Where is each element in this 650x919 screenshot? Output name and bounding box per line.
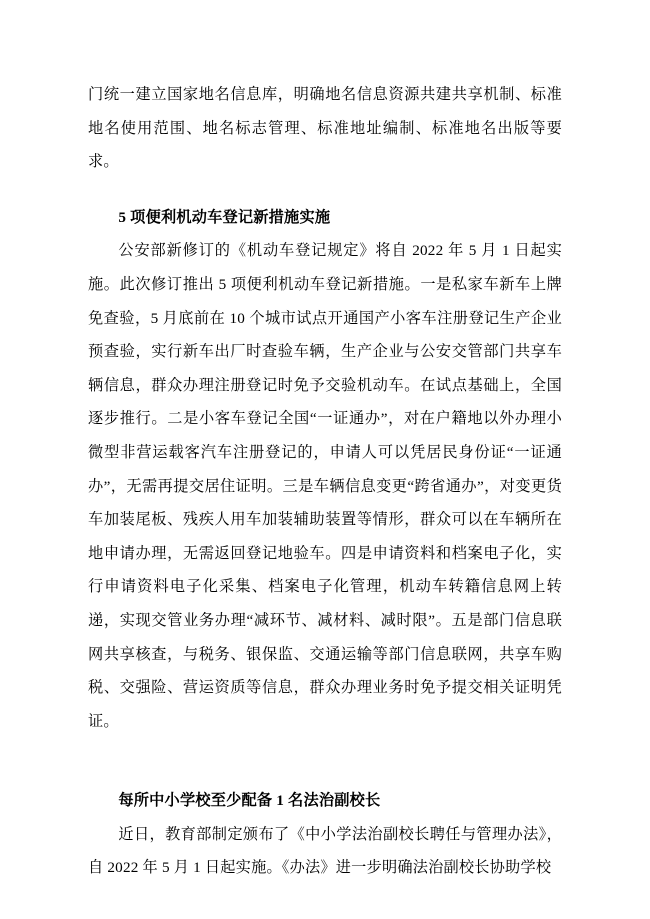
paragraph-vehicle-registration: 公安部新修订的《机动车登记规定》将自 2022 年 5 月 1 日起实施。此次修订推出 5 项便利机动车登记新措施。一是私家车新车上牌免查验，5 月底前在 10 个城市试点开通国产小客车注册登记生产企业预查验，实行新车出厂时查验车辆，生产企业与公安交管部门共享车辆信息，群众办理注册登记时免予交验机动车。在试点基础上，全国逐步推行。二是小客车登记全国“一证通办”，对在户籍地以外办理小微型非营运载客汽车注册登记的，申请人可以凭居民身份证“一证通办”，无需再提交居住证明。三是车辆信息变更“跨省通办”，对变更货车加装尾板、残疾人用车加装辅助装置等情形，群众可以在车辆所在地申请办理，无需返回登记地验车。四是申请资料和档案电子化，实行申请资料电子化采集、档案电子化管理，机动车转籍信息网上转递，实现交管业务办理“减环节、减材料、减时限”。五是部门信息联网共享核查，与税务、银保监、交通运输等部门信息联网，共享车购税、交强险、营运资质等信息，群众办理业务时免予提交相关证明凭证。: [88, 242, 562, 730]
document-body: [88, 78, 562, 885]
section-heading-vehicle-registration: 5 项便利机动车登记新措施实施: [118, 208, 331, 226]
spacer: [88, 179, 562, 201]
paragraph-legal-vice-principal: 近日，教育部制定颁布了《中小学法治副校长聘任与管理办法》，自 2022 年 5 月 1 日起实施。《办法》进一步明确法治副校长协助学校: [88, 825, 562, 877]
section-heading-legal-vice-principal: 每所中小学校至少配备 1 名法治副校长: [118, 792, 381, 810]
paragraph-continued: 门统一建立国家地名信息库，明确地名信息资源共建共享机制、标准地名使用范围、地名标志管理、标准地址编制、标准地名出版等要求。: [88, 86, 562, 171]
spacer: [88, 738, 562, 784]
